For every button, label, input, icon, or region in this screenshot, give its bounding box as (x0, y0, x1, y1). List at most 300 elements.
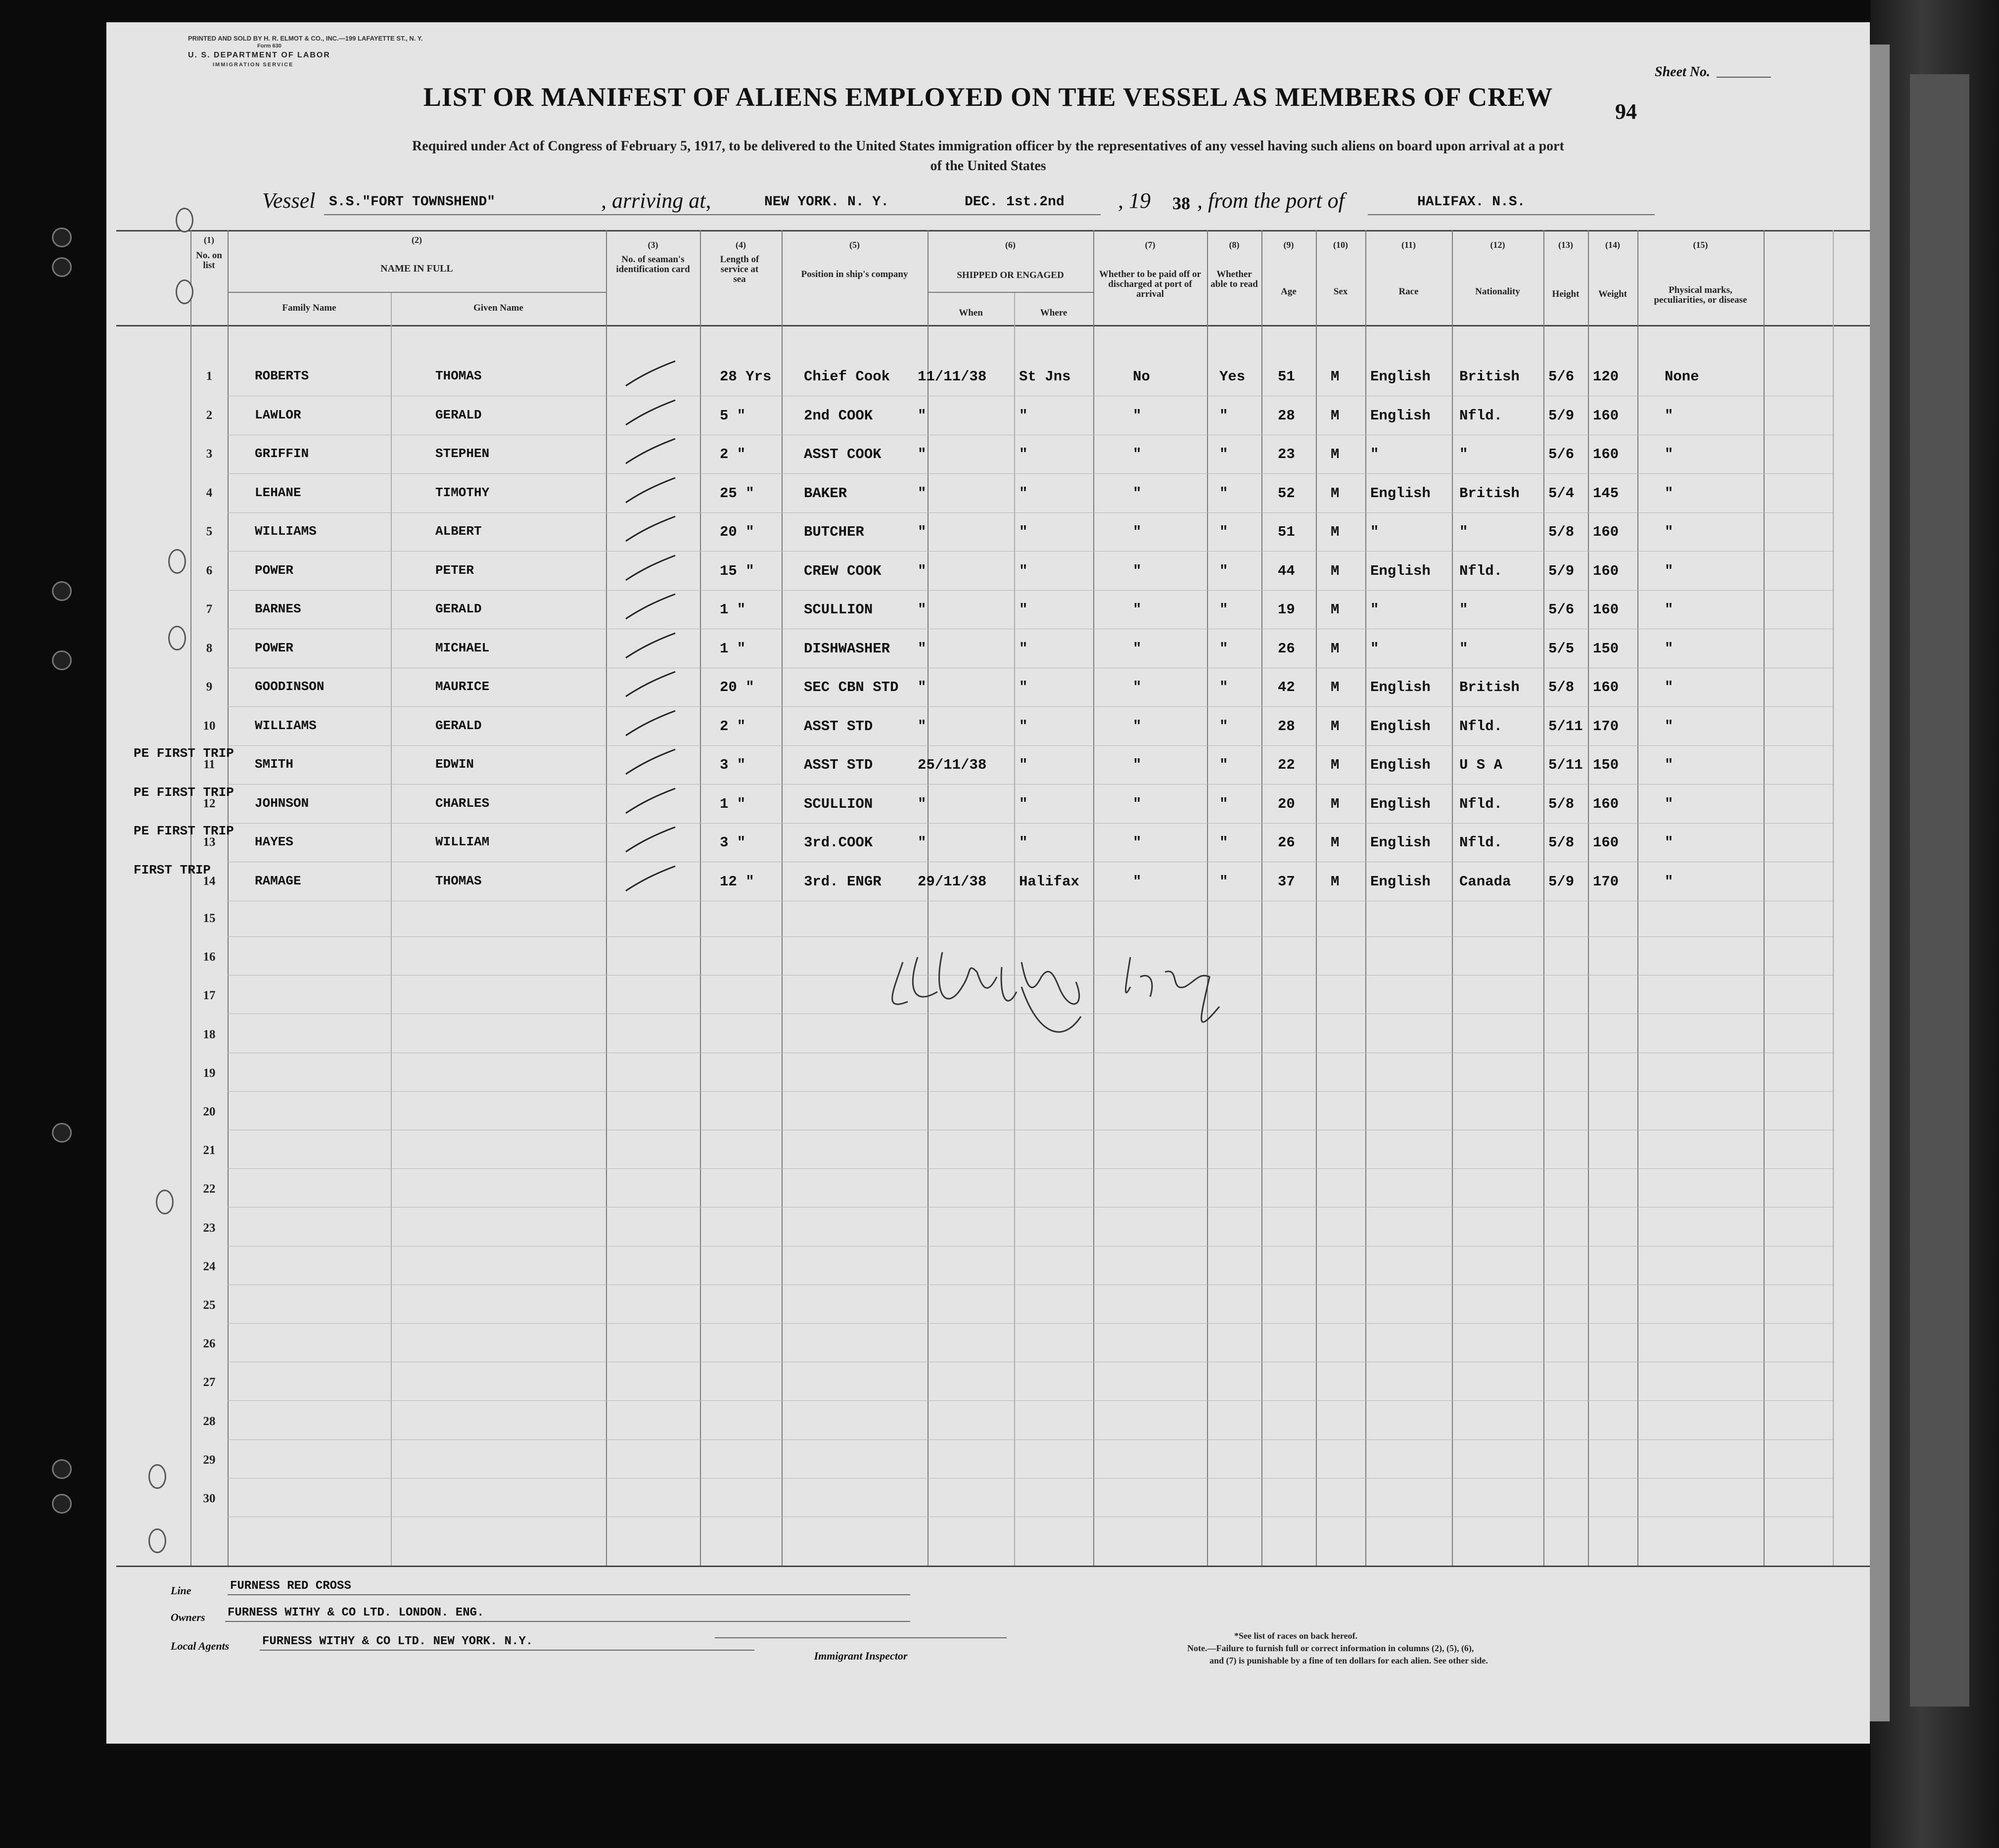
cell-paid-off: " (1133, 524, 1142, 540)
cell-paid-off: " (1133, 641, 1142, 657)
cell-physical-marks: " (1665, 563, 1674, 579)
empty-row-number: 25 (203, 1298, 216, 1312)
empty-row-number: 20 (203, 1105, 216, 1118)
agents-value: FURNESS WITHY & CO LTD. NEW YORK. N.Y. (262, 1635, 533, 1648)
name-subheader-rule (228, 292, 606, 293)
cell-race: English (1370, 796, 1431, 812)
cell-age: 52 (1278, 485, 1295, 502)
printer-line: PRINTED AND SOLD BY H. R. ELMOT & CO., INC.—199 LAFAYETTE ST., N. Y. (188, 35, 423, 42)
cell-nationality: U S A (1459, 757, 1503, 773)
cell-nationality: British (1459, 679, 1520, 695)
id-card-tick-mark (621, 784, 680, 818)
col2-label: NAME IN FULL (380, 263, 453, 274)
cell-service: 2 " (720, 446, 746, 462)
vessel-label: Vessel (262, 188, 316, 213)
cell-age: 37 (1278, 874, 1295, 890)
cell-height: 5/6 (1548, 446, 1575, 462)
col2-family-label: Family Name (282, 303, 336, 313)
agents-underline (260, 1650, 754, 1651)
row-margin-note: PE FIRST TRIP (134, 746, 234, 761)
id-card-tick-mark (621, 861, 680, 896)
cell-given: GERALD (435, 718, 482, 733)
cell-sex: M (1331, 796, 1340, 812)
col-line (1261, 230, 1262, 1566)
cell-family: LAWLOR (255, 408, 301, 422)
cell-paid-off: " (1133, 718, 1142, 735)
cell-physical-marks: " (1665, 718, 1674, 735)
cell-given: THOMAS (435, 874, 482, 888)
row-number: 4 (206, 486, 213, 500)
id-card-tick-mark (621, 356, 680, 391)
cell-nationality: " (1459, 446, 1468, 462)
cell-paid-off: " (1133, 563, 1142, 579)
owners-value: FURNESS WITHY & CO LTD. LONDON. ENG. (228, 1606, 484, 1619)
cell-service: 20 " (720, 524, 754, 540)
cell-family: LEHANE (255, 485, 301, 500)
row-number: 6 (206, 564, 213, 577)
row-guide-line (228, 551, 1833, 552)
col12-number: (12) (1490, 240, 1505, 250)
col-line (1588, 230, 1589, 1566)
cell-service: 1 " (720, 641, 746, 657)
cell-family: WILLIAMS (255, 718, 317, 733)
punch-ring (176, 279, 193, 304)
cell-service: 5 " (720, 408, 746, 424)
shipped-subheader-rule (928, 292, 1093, 293)
cell-where: Halifax (1019, 874, 1079, 890)
empty-row-number: 16 (203, 950, 216, 964)
cell-sex: M (1331, 757, 1340, 773)
cell-able-to-read: " (1219, 641, 1228, 657)
col10-number: (10) (1333, 240, 1348, 250)
col-line (928, 230, 929, 1566)
empty-row-number: 27 (203, 1376, 216, 1389)
cell-given: THOMAS (435, 369, 482, 383)
cell-service: 1 " (720, 601, 746, 618)
cell-height: 5/9 (1548, 408, 1575, 424)
cell-paid-off: " (1133, 601, 1142, 618)
races-note: *See list of races on back hereof. (1234, 1631, 1358, 1641)
empty-row-number: 28 (203, 1415, 216, 1428)
cell-when: " (918, 834, 927, 851)
cell-position: ASST STD (804, 718, 873, 735)
cell-sex: M (1331, 641, 1340, 657)
col-line (606, 230, 607, 1566)
cell-position: SCULLION (804, 796, 873, 812)
col9-label: Age (1281, 286, 1297, 297)
row-number: 5 (206, 525, 213, 538)
col-line (1452, 230, 1453, 1566)
cell-service: 20 " (720, 679, 754, 695)
col9-number: (9) (1283, 240, 1294, 250)
row-guide-line (228, 1439, 1833, 1440)
line-underline (228, 1594, 910, 1595)
owners-underline (225, 1621, 910, 1622)
cell-weight: 160 (1593, 524, 1619, 540)
cell-able-to-read: " (1219, 485, 1228, 502)
punch-ring (168, 549, 186, 574)
cell-where: " (1019, 641, 1028, 657)
cell-weight: 160 (1593, 601, 1619, 618)
cell-when: " (918, 563, 927, 579)
cell-given: MICHAEL (435, 641, 490, 655)
cell-weight: 160 (1593, 796, 1619, 812)
binding-hole (52, 257, 72, 277)
cell-race: " (1370, 524, 1379, 540)
cell-race: English (1370, 874, 1431, 890)
cell-age: 42 (1278, 679, 1295, 695)
col-line (1637, 230, 1638, 1566)
row-number: 9 (206, 680, 213, 693)
cell-race: English (1370, 679, 1431, 695)
row-number: 10 (203, 719, 216, 733)
sheet-label: Sheet No. (1655, 64, 1710, 80)
cell-race: English (1370, 718, 1431, 735)
cell-position: Chief Cook (804, 369, 890, 385)
cell-where: St Jns (1019, 369, 1071, 385)
cell-paid-off: " (1133, 446, 1142, 462)
arrival-port: NEW YORK. N. Y. (764, 194, 889, 210)
col1-label: No. on list (196, 250, 222, 271)
cell-able-to-read: " (1219, 524, 1228, 540)
cell-race: " (1370, 446, 1379, 462)
col-line (1093, 230, 1094, 1566)
manifest-sheet (106, 22, 1870, 1744)
cell-position: SCULLION (804, 601, 873, 618)
cell-where: " (1019, 408, 1028, 424)
cell-nationality: British (1459, 369, 1520, 385)
year-label: , 19 (1118, 188, 1151, 213)
line-value: FURNESS RED CROSS (230, 1579, 351, 1593)
cell-sex: M (1331, 408, 1340, 424)
cell-weight: 160 (1593, 446, 1619, 462)
cell-age: 23 (1278, 446, 1295, 462)
cell-given: TIMOTHY (435, 485, 490, 500)
cell-paid-off: " (1133, 796, 1142, 812)
col11-label: Race (1398, 286, 1419, 297)
cell-race: " (1370, 641, 1379, 657)
from-port-label: , from the port of (1197, 188, 1345, 213)
cell-given: PETER (435, 563, 474, 578)
cell-position: SEC CBN STD (804, 679, 899, 695)
cell-physical-marks: " (1665, 408, 1674, 424)
cell-family: ROBERTS (255, 369, 309, 383)
cell-age: 20 (1278, 796, 1295, 812)
cell-physical-marks: None (1665, 369, 1699, 385)
penalty-note-2: and (7) is punishable by a fine of ten dollars for each alien. See other side. (1209, 1656, 1488, 1665)
row-guide-line (228, 823, 1833, 824)
cell-when: " (918, 601, 927, 618)
binding-hole (52, 1123, 72, 1143)
col-line (1764, 230, 1765, 1566)
col7-number: (7) (1145, 240, 1156, 250)
cell-weight: 160 (1593, 408, 1619, 424)
cell-position: BAKER (804, 485, 847, 502)
cell-height: 5/11 (1548, 757, 1583, 773)
row-guide-line (228, 1323, 1833, 1324)
table-header-border (116, 325, 1870, 326)
row-guide-line (228, 784, 1833, 785)
cell-paid-off: " (1133, 408, 1142, 424)
cell-given: EDWIN (435, 757, 474, 772)
cell-family: SMITH (255, 757, 294, 772)
cell-where: " (1019, 796, 1028, 812)
cell-able-to-read: Yes (1219, 369, 1246, 385)
binding-hole (52, 650, 72, 670)
cell-family: BARNES (255, 601, 301, 616)
row-number: 12 (203, 797, 216, 810)
cell-family: GOODINSON (255, 679, 325, 694)
cell-sex: M (1331, 369, 1340, 385)
cell-able-to-read: " (1219, 796, 1228, 812)
row-margin-note: PE FIRST TRIP (134, 785, 234, 800)
cell-physical-marks: " (1665, 446, 1674, 462)
empty-row-number: 29 (203, 1453, 216, 1467)
cell-where: " (1019, 485, 1028, 502)
id-card-tick-mark (621, 628, 680, 663)
row-margin-note: FIRST TRIP (134, 863, 211, 878)
cell-service: 25 " (720, 485, 754, 502)
film-frame-edge-inner (1910, 74, 1969, 1707)
penalty-note-1: Note.—Failure to furnish full or correct information in columns (2), (5), (6), (1187, 1643, 1474, 1653)
cell-able-to-read: " (1219, 718, 1228, 735)
row-guide-line (228, 745, 1833, 746)
sheet-number: 94 (1615, 99, 1637, 124)
cell-given: ALBERT (435, 524, 482, 539)
cell-able-to-read: " (1219, 563, 1228, 579)
cell-when: " (918, 485, 927, 502)
col-line (700, 230, 701, 1566)
col12-label: Nationality (1475, 286, 1520, 297)
cell-race: English (1370, 369, 1431, 385)
cell-height: 5/9 (1548, 563, 1575, 579)
id-card-tick-mark (621, 822, 680, 857)
col2-number: (2) (412, 235, 422, 245)
cell-height: 5/11 (1548, 718, 1583, 735)
col-line (1207, 230, 1208, 1566)
cell-weight: 145 (1593, 485, 1619, 502)
cell-weight: 170 (1593, 718, 1619, 735)
cell-able-to-read: " (1219, 834, 1228, 851)
empty-row-number: 26 (203, 1337, 216, 1350)
cell-sex: M (1331, 834, 1340, 851)
cell-race: English (1370, 757, 1431, 773)
arrival-date: DEC. 1st.2nd (965, 194, 1065, 210)
cell-height: 5/6 (1548, 601, 1575, 618)
row-number: 14 (203, 875, 216, 888)
cell-physical-marks: " (1665, 874, 1674, 890)
cell-family: HAYES (255, 834, 294, 849)
cell-weight: 150 (1593, 757, 1619, 773)
cell-when: 29/11/38 (918, 874, 987, 890)
cell-where: " (1019, 757, 1028, 773)
cell-position: ASST COOK (804, 446, 882, 462)
table-bottom-border (116, 1566, 1870, 1567)
cell-service: 28 Yrs (720, 369, 772, 385)
row-guide-line (228, 1168, 1833, 1169)
id-card-tick-mark (621, 706, 680, 740)
col6-label: SHIPPED OR ENGAGED (957, 270, 1064, 280)
col-line (782, 230, 783, 1566)
cell-physical-marks: " (1665, 641, 1674, 657)
col11-number: (11) (1401, 240, 1416, 250)
id-card-tick-mark (621, 589, 680, 624)
row-number: 8 (206, 642, 213, 655)
cell-where: " (1019, 679, 1028, 695)
cell-race: English (1370, 563, 1431, 579)
cell-nationality: Nfld. (1459, 834, 1503, 851)
col7-label: Whether to be paid off or discharged at port of arrival (1099, 269, 1201, 299)
punch-ring (176, 208, 193, 232)
cell-position: ASST STD (804, 757, 873, 773)
row-number: 1 (206, 370, 213, 383)
col13-label: Height (1552, 289, 1580, 299)
cell-given: CHARLES (435, 796, 490, 811)
col-line (1365, 230, 1366, 1566)
cell-position: CREW COOK (804, 563, 882, 579)
cell-nationality: " (1459, 601, 1468, 618)
cell-race: English (1370, 408, 1431, 424)
cell-service: 12 " (720, 874, 754, 890)
cell-weight: 160 (1593, 679, 1619, 695)
empty-row-number: 15 (203, 912, 216, 925)
cell-weight: 120 (1593, 369, 1619, 385)
col-line (190, 230, 191, 1566)
port-underline (1368, 214, 1655, 215)
col6-where-label: Where (1040, 308, 1068, 318)
cell-height: 5/8 (1548, 524, 1575, 540)
cell-nationality: British (1459, 485, 1520, 502)
cell-position: 3rd. ENGR (804, 874, 882, 890)
inspector-signature-line (715, 1637, 1007, 1638)
row-number: 3 (206, 447, 213, 461)
col5-number: (5) (849, 240, 860, 250)
cell-physical-marks: " (1665, 679, 1674, 695)
col-line (1543, 230, 1544, 1566)
cell-age: 22 (1278, 757, 1295, 773)
cell-service: 2 " (720, 718, 746, 735)
row-number: 11 (203, 758, 215, 771)
row-guide-line (228, 590, 1833, 591)
col4-label: Length of service at sea (720, 254, 759, 284)
col6-when-label: When (959, 308, 983, 318)
cell-sex: M (1331, 601, 1340, 618)
cell-where: " (1019, 601, 1028, 618)
cell-service: 3 " (720, 757, 746, 773)
year-value: 38 (1172, 193, 1190, 213)
cell-nationality: Nfld. (1459, 408, 1503, 424)
id-card-tick-mark (621, 434, 680, 468)
cell-physical-marks: " (1665, 834, 1674, 851)
cell-sex: M (1331, 563, 1340, 579)
cell-race: English (1370, 485, 1431, 502)
cell-where: " (1019, 718, 1028, 735)
cell-where: " (1019, 446, 1028, 462)
cell-age: 51 (1278, 524, 1295, 540)
id-card-tick-mark (621, 667, 680, 701)
col15-number: (15) (1693, 240, 1708, 250)
cell-able-to-read: " (1219, 408, 1228, 424)
subtitle-line-1: Required under Act of Congress of February 5, 1917, to be delivered to the United States immigration officer by the representatives of any vessel having such aliens on board upon arrival at a port (412, 139, 1564, 154)
cell-paid-off: " (1133, 679, 1142, 695)
cell-when: " (918, 679, 927, 695)
cell-where: " (1019, 834, 1028, 851)
cell-height: 5/8 (1548, 834, 1575, 851)
agents-label: Local Agents (171, 1640, 230, 1652)
page-title: LIST OR MANIFEST OF ALIENS EMPLOYED ON THE VESSEL AS MEMBERS OF CREW (423, 82, 1553, 112)
row-guide-line (228, 1091, 1833, 1092)
cell-physical-marks: " (1665, 601, 1674, 618)
inspector-label: Immigrant Inspector (814, 1650, 908, 1662)
empty-row-number: 18 (203, 1028, 216, 1041)
cell-sex: M (1331, 446, 1340, 462)
cell-weight: 160 (1593, 563, 1619, 579)
cell-able-to-read: " (1219, 446, 1228, 462)
cell-where: " (1019, 563, 1028, 579)
cell-age: 26 (1278, 641, 1295, 657)
binding-hole (52, 1459, 72, 1479)
cell-paid-off: No (1133, 369, 1150, 385)
empty-row-number: 21 (203, 1144, 216, 1157)
row-number: 2 (206, 409, 213, 422)
departure-port: HALIFAX. N.S. (1417, 194, 1526, 210)
cell-height: 5/8 (1548, 679, 1575, 695)
cell-able-to-read: " (1219, 757, 1228, 773)
row-margin-note: PE FIRST TRIP (134, 824, 234, 838)
col4-number: (4) (736, 240, 746, 250)
cell-when: " (918, 718, 927, 735)
empty-row-number: 17 (203, 989, 216, 1002)
inspector-signature (873, 913, 1318, 1041)
cell-when: " (918, 641, 927, 657)
owners-label: Owners (171, 1611, 205, 1623)
col1-number: (1) (204, 235, 214, 245)
form-number: Form 630 (257, 43, 281, 49)
department-name: U. S. DEPARTMENT OF LABOR (188, 51, 330, 59)
cell-family: WILLIAMS (255, 524, 317, 539)
cell-when: " (918, 408, 927, 424)
id-card-tick-mark (621, 395, 680, 430)
empty-row-number: 22 (203, 1182, 216, 1196)
id-card-tick-mark (621, 744, 680, 779)
cell-nationality: Nfld. (1459, 796, 1503, 812)
cell-when: 25/11/38 (918, 757, 987, 773)
cell-race: English (1370, 834, 1431, 851)
row-guide-line (228, 473, 1833, 474)
cell-when: 11/11/38 (918, 369, 987, 385)
cell-weight: 160 (1593, 834, 1619, 851)
cell-position: 3rd.COOK (804, 834, 873, 851)
cell-given: STEPHEN (435, 446, 490, 461)
arriving-label: , arriving at, (601, 188, 711, 213)
col15-label: Physical marks, peculiarities, or disease (1654, 285, 1747, 305)
cell-position: DISHWASHER (804, 641, 890, 657)
cell-able-to-read: " (1219, 601, 1228, 618)
col14-number: (14) (1605, 240, 1620, 250)
binding-hole (52, 228, 72, 247)
punch-ring (168, 626, 186, 650)
col13-number: (13) (1558, 240, 1573, 250)
cell-age: 28 (1278, 408, 1295, 424)
col5-label: Position in ship's company (801, 269, 908, 279)
cell-physical-marks: " (1665, 757, 1674, 773)
cell-height: 5/6 (1548, 369, 1575, 385)
row-guide-line (228, 1246, 1833, 1247)
line-label: Line (171, 1584, 191, 1597)
cell-family: GRIFFIN (255, 446, 309, 461)
punch-ring (148, 1464, 166, 1489)
cell-age: 19 (1278, 601, 1295, 618)
